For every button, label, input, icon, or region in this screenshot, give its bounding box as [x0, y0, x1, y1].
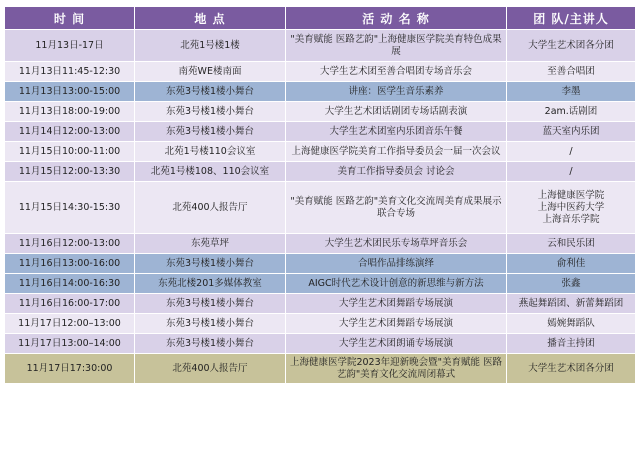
- cell-activity: 大学生艺术团舞蹈专场展演: [286, 314, 507, 334]
- cell-activity: 大学生艺术团舞蹈专场展演: [286, 294, 507, 314]
- table-row: [5, 62, 636, 82]
- cell-time: 11月15日12:00-13:30: [5, 162, 135, 182]
- cell-time: 11月16日14:00-16:30: [5, 274, 135, 294]
- schedule-container: [4, 6, 635, 384]
- cell-host: 大学生艺术团各分团: [507, 30, 636, 62]
- table-row: [5, 142, 636, 162]
- table-row: [5, 162, 636, 182]
- header-row: [5, 7, 636, 30]
- cell-place: 北苑400人报告厅: [135, 354, 286, 384]
- table-row: [5, 294, 636, 314]
- cell-place: 东苑3号楼1楼小舞台: [135, 102, 286, 122]
- cell-place: 东苑3号楼1楼小舞台: [135, 334, 286, 354]
- table-row: [5, 82, 636, 102]
- table-row: [5, 234, 636, 254]
- cell-activity: 上海健康医学院2023年迎新晚会暨"美育赋能 医路艺韵"美育文化交流周闭幕式: [286, 354, 507, 384]
- cell-time: 11月16日13:00-16:00: [5, 254, 135, 274]
- cell-time: 11月16日16:00-17:00: [5, 294, 135, 314]
- cell-activity: "美育赋能 医路艺韵"上海健康医学院美育特色成果展: [286, 30, 507, 62]
- cell-activity: 上海健康医学院美育工作指导委员会一届一次会议: [286, 142, 507, 162]
- cell-place: 东苑草坪: [135, 234, 286, 254]
- header-host: 团 队/主讲人: [507, 7, 636, 30]
- cell-host: 燕起舞蹈团、新蕾舞蹈团: [507, 294, 636, 314]
- cell-host: 2am.话剧团: [507, 102, 636, 122]
- table-row: [5, 334, 636, 354]
- cell-place: 东苑3号楼1楼小舞台: [135, 82, 286, 102]
- table-row: [5, 274, 636, 294]
- cell-place: 东苑3号楼1楼小舞台: [135, 122, 286, 142]
- cell-place: 东苑3号楼1楼小舞台: [135, 314, 286, 334]
- cell-time: 11月14日12:00-13:00: [5, 122, 135, 142]
- cell-place: 南苑WE楼南面: [135, 62, 286, 82]
- cell-host: 李墨: [507, 82, 636, 102]
- cell-time: 11月17日12:00–13:00: [5, 314, 135, 334]
- cell-host: 大学生艺术团各分团: [507, 354, 636, 384]
- table-row: [5, 254, 636, 274]
- cell-place: 北苑1号楼110会议室: [135, 142, 286, 162]
- cell-activity: "美育赋能 医路艺韵"美育文化交流周美育成果展示联合专场: [286, 182, 507, 234]
- cell-host: 俞利佳: [507, 254, 636, 274]
- cell-place: 北苑1号楼108、110会议室: [135, 162, 286, 182]
- cell-activity: 大学生艺术团话剧团专场话剧表演: [286, 102, 507, 122]
- cell-time: 11月13日11:45-12:30: [5, 62, 135, 82]
- cell-time: 11月13日-17日: [5, 30, 135, 62]
- cell-activity: AIGC时代艺术设计创意的新思维与新方法: [286, 274, 507, 294]
- table-row: [5, 122, 636, 142]
- cell-host: 张鑫: [507, 274, 636, 294]
- cell-host: 播音主持团: [507, 334, 636, 354]
- cell-host: 蓝天室内乐团: [507, 122, 636, 142]
- cell-place: 北苑400人报告厅: [135, 182, 286, 234]
- cell-time: 11月16日12:00-13:00: [5, 234, 135, 254]
- cell-activity: 讲座：医学生音乐素养: [286, 82, 507, 102]
- header-time: 时 间: [5, 7, 135, 30]
- cell-time: 11月13日13:00-15:00: [5, 82, 135, 102]
- cell-host: 至善合唱团: [507, 62, 636, 82]
- cell-host: /: [507, 142, 636, 162]
- cell-host: 嫣婉舞蹈队: [507, 314, 636, 334]
- schedule-table: [4, 6, 636, 384]
- cell-host: 上海健康医学院 上海中医药大学 上海音乐学院: [507, 182, 636, 234]
- header-place: 地 点: [135, 7, 286, 30]
- cell-time: 11月13日18:00-19:00: [5, 102, 135, 122]
- table-row: [5, 354, 636, 384]
- header-activity: 活 动 名 称: [286, 7, 507, 30]
- table-row: [5, 102, 636, 122]
- cell-place: 东苑3号楼1楼小舞台: [135, 254, 286, 274]
- cell-host: 云和民乐团: [507, 234, 636, 254]
- cell-place: 东苑北楼201多媒体教室: [135, 274, 286, 294]
- cell-place: 北苑1号楼1楼: [135, 30, 286, 62]
- cell-activity: 合唱作品排练演绎: [286, 254, 507, 274]
- table-row: [5, 182, 636, 234]
- table-row: [5, 30, 636, 62]
- cell-time: 11月17日17:30:00: [5, 354, 135, 384]
- cell-activity: 大学生艺术团民乐专场草坪音乐会: [286, 234, 507, 254]
- cell-place: 东苑3号楼1楼小舞台: [135, 294, 286, 314]
- cell-activity: 大学生艺术团至善合唱团专场音乐会: [286, 62, 507, 82]
- cell-host: /: [507, 162, 636, 182]
- cell-time: 11月17日13:00–14:00: [5, 334, 135, 354]
- cell-time: 11月15日14:30-15:30: [5, 182, 135, 234]
- table-row: [5, 314, 636, 334]
- cell-activity: 美育工作指导委员会 讨论会: [286, 162, 507, 182]
- cell-time: 11月15日10:00-11:00: [5, 142, 135, 162]
- cell-activity: 大学生艺术团室内乐团音乐午餐: [286, 122, 507, 142]
- cell-activity: 大学生艺术团朗诵专场展演: [286, 334, 507, 354]
